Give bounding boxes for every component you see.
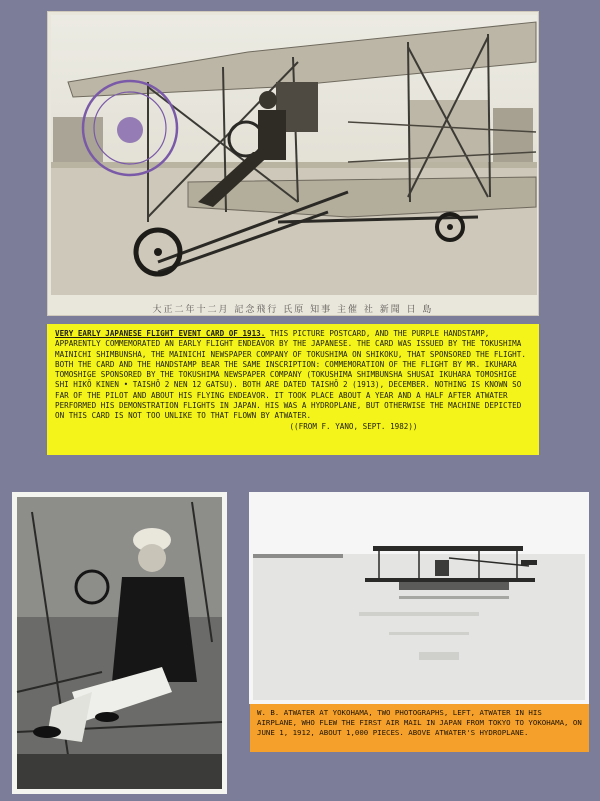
caption-main-source: ((FROM F. YANO, SEPT. 1982)) [289, 421, 418, 431]
caption-main-body: THIS PICTURE POSTCARD, AND THE PURPLE HANDSTAMP, APPARENTLY COMMEMORATED AN EARLY FLIGHT ENDEAVOR BY THE JAPANESE. THE CARD WAS ISSUED BY THE TOKUSHIMA MAINICHI SHIMBUNSHA, THE MAINICHI NEWSPAPER COMPANY OF TOKUSHIMA ON SHIKOKU, THAT SPONSORED THE FLIGHT. BOTH THE CARD AND THE HANDSTAMP BEAR THE SAME INSCRIPTION: COMMEMORATION OF THE FLIGHT BY MR. IKUHARA TOMOSHIGE SPONSORED BY THE TOKUSHIMA NEWSPAPER COMPANY (TOKUSHIMA SHIMBUNSHA SHUSAI IKUHARA TOMOSHIGE SHI HIKŌ KINEN • TAISHŌ 2 NEN 12 GATSU). BOTH ARE DATED TAISHŌ 2 (1913), DECEMBER. NOTHING IS KNOWN SO FAR OF THE PILOT AND ABOUT HIS FLYING ENDEAVOR. IT TOOK PLACE ABOUT A YEAR AND A HALF AFTER ATWATER PERFORMED HIS DEMONSTRATION FLIGHTS IN JAPAN. HIS WAS A HYDROPLANE, BUT OTHERWISE THE MACHINE DEPICTED ON THIS CARD IS NOT TOO UNLIKE TO THAT FLOWN BY ATWATER. [55, 329, 526, 421]
postcard-photo [47, 11, 539, 316]
hydroplane-illustration [249, 492, 589, 704]
caption-bottom [250, 704, 589, 752]
caption-main-heading: VERY EARLY JAPANESE FLIGHT EVENT CARD OF 1913. [55, 329, 266, 338]
caption-main [47, 324, 539, 455]
photo-atwater-seated [12, 492, 227, 794]
biplane-illustration [48, 12, 540, 317]
postcard-caption: 大正二年十二月 記念飛行 氏原 知事 主催 社 新聞 日 島 [152, 305, 434, 315]
atwater-portrait-illustration [12, 492, 227, 794]
caption-bottom-text: W. B. ATWATER AT YOKOHAMA, TWO PHOTOGRAPHS, LEFT, ATWATER IN HIS AIRPLANE, WHO FLEW THE FIRST AIR MAIL IN JAPAN FROM TOKYO TO YOKOHAMA, ON JUNE 1, 1912, ABOUT 1,000 PIECES. ABOVE ATWATER'S HYDROPLANE. [257, 708, 582, 737]
photo-hydroplane [249, 492, 589, 704]
